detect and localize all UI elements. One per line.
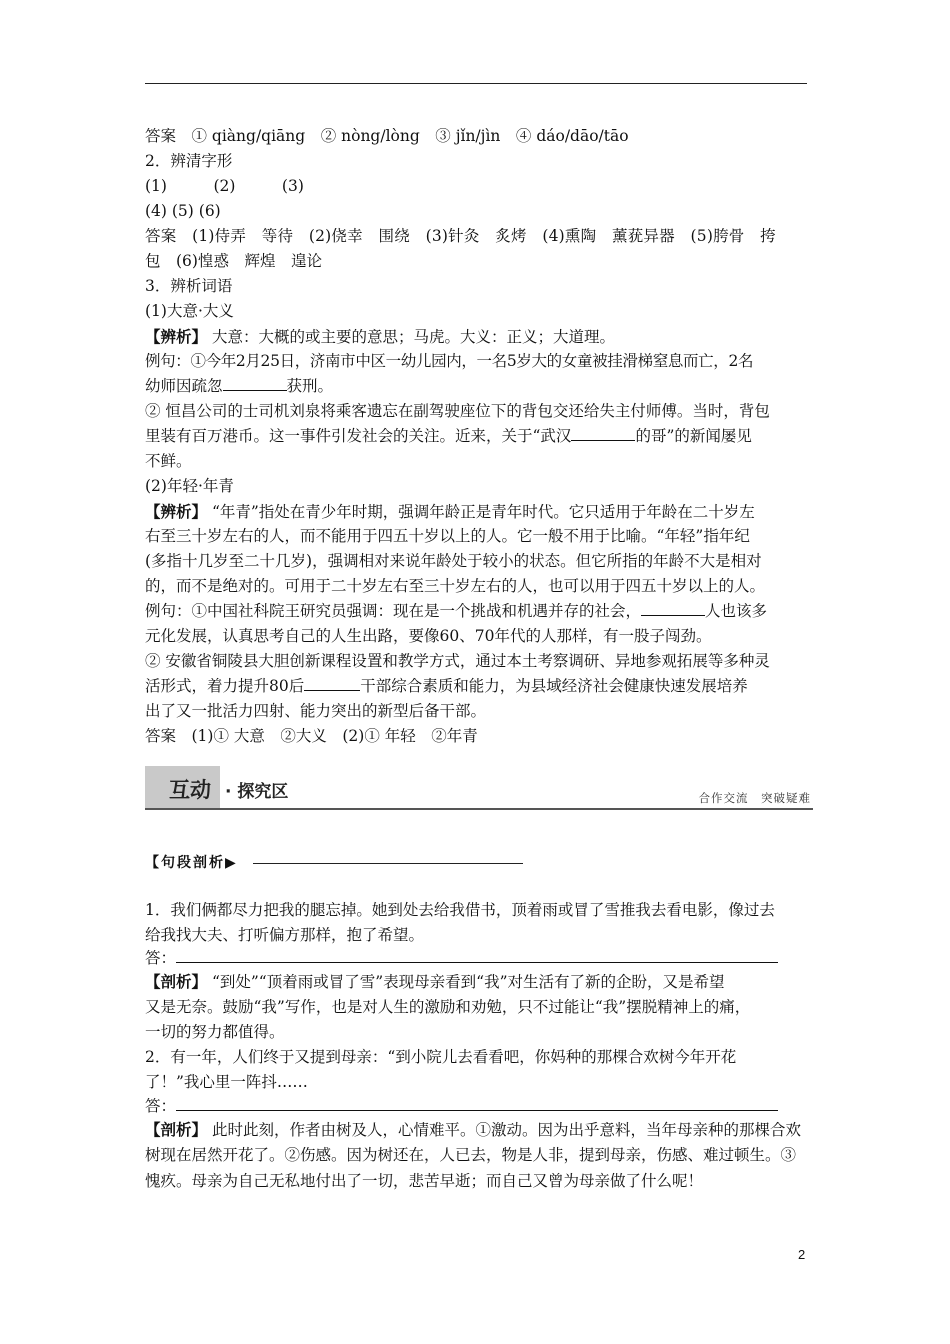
example-text: 干部综合素质和能力，为县域经济社会健康快速发展培养 (360, 677, 748, 695)
example-text: 的哥”的新闻屡见 (635, 427, 752, 445)
example-3-line2: 元化发展，认真思考自己的人生出路，要像60、70年代的人那样，有一股子闯劲。 (145, 627, 712, 645)
question-2-line1: 2．有一年，人们终于又提到母亲：“到小院儿去看看吧，你妈种的那棵合欢树今年开花 (145, 1048, 737, 1066)
commentary-text: “到处”“顶着雨或冒了雪”表现母亲看到“我”对生活有了新的企盼，又是希望 (211, 973, 725, 991)
answer-blank (176, 1098, 778, 1111)
banner-rule (145, 808, 813, 810)
example-text: 里装有百万港币。这一事件引发社会的关注。近来，关于“武汉 (145, 427, 572, 445)
analysis-2-line4: 的，而不是绝对的。可用于二十岁左右至三十岁左右的人，也可以用于四五十岁以上的人。 (145, 577, 766, 595)
item-numbers-1-3: (1) (2) (3) (145, 177, 304, 195)
example-3-line1 (145, 599, 810, 624)
example-text: 人也该多 (705, 602, 768, 620)
example-4-line1: ② 安徽省铜陵县大胆创新课程设置和教学方式，通过本土考察调研、异地参观拓展等多种灵 (145, 652, 770, 670)
commentary-1-line1 (145, 969, 810, 995)
word-pair-1-title: (1)大意·大义 (145, 302, 234, 320)
section-heading (145, 852, 238, 874)
answer-characters-cont: 包 (6)惶惑 辉煌 遑论 (145, 252, 322, 270)
heading-distinguish-words: 3．辨析词语 (145, 277, 233, 295)
answer-pinyin: 答案 ① qiàng/qiāng ② nòng/lòng ③ jǐn/jìn ④ dáo/dāo/tāo (145, 127, 629, 145)
question-1-line1: 1．我们俩都尽力把我的腿忘掉。她到处去给我借书，顶着雨或冒了雪推我去看电影，像过去 (145, 901, 775, 919)
example-2-line3: 不鲜。 (145, 452, 192, 470)
answer-label: 答： (145, 1097, 177, 1115)
example-4-line2 (145, 674, 810, 699)
answer-line-1 (145, 946, 810, 971)
example-1-line1: 例句：①今年2月25日，济南市中区一幼儿园内，一名5岁大的女童被挂滑梯窒息而亡，2名 (145, 352, 754, 370)
analysis-2-line3: (多指十几岁至二十几岁)，强调相对来说年龄处于较小的状态。但它所指的年龄不大是相对 (145, 552, 762, 570)
commentary-1-line3: 一切的努力都值得。 (145, 1023, 285, 1041)
word-pair-2-title: (2)年轻·年青 (145, 477, 234, 495)
item-numbers-4-6: (4) (5) (6) (145, 202, 221, 220)
answer-line-2 (145, 1094, 810, 1119)
example-1-line2 (145, 374, 810, 399)
example-text: 幼师因疏忽 (145, 377, 223, 395)
example-2-line1: ② 恒昌公司的士司机刘泉将乘客遗忘在副驾驶座位下的背包交还给失主付师傅。当时，背包 (145, 402, 770, 420)
commentary-text: 此时此刻，作者由树及人，心情难平。①激动。因为出乎意料，当年母亲种的那棵合欢 (211, 1121, 801, 1139)
example-4-line3: 出了又一批活力四射、能力突出的新型后备干部。 (145, 702, 487, 720)
commentary-2-line2: 树现在居然开花了。②伤感。因为树还在，人已去，物是人非，提到母亲，伤感、难过顿生。③ (145, 1146, 797, 1164)
banner-title: 互动 (169, 778, 211, 802)
fill-blank (304, 674, 360, 691)
analysis-1 (145, 324, 810, 350)
analysis-2-line1 (145, 499, 810, 525)
example-text: 获刑。 (286, 377, 334, 395)
analysis-tag: 【辨析】 (145, 502, 208, 521)
commentary-1-line2: 又是无奈。鼓励“我”写作，也是对人生的激励和劝勉，只不过能让“我”摆脱精神上的痛， (145, 998, 751, 1016)
example-text: 例句：①中国社科院王研究员强调：现在是一个挑战和机遇并存的社会， (145, 602, 642, 620)
question-1-line2: 给我找大夫、打听偏方那样，抱了希望。 (145, 926, 425, 944)
fill-blank (571, 424, 635, 441)
heading-distinguish-characters: 2．辨清字形 (145, 152, 233, 170)
analysis-text: “年青”指处在青少年时期，强调年龄正是青年时代。它只适用于年龄在二十岁左 (211, 503, 755, 521)
question-2-line2: 了！”我心里一阵抖…… (145, 1073, 308, 1091)
commentary-2-line1 (145, 1117, 810, 1143)
section-rule (253, 863, 523, 864)
fill-blank (641, 599, 705, 616)
section-label: 【句段剖析▶ (145, 855, 238, 871)
answer-characters: 答案 (1)侍弄 等待 (2)侥幸 围绕 (3)针灸 炙烤 (4)熏陶 薰莸异器 (5)胯骨 挎 (145, 227, 776, 245)
commentary-2-line3: 愧疚。母亲为自己无私地付出了一切，悲苦早逝；而自己又曾为母亲做了什么呢！ (145, 1172, 704, 1190)
answer-label: 答： (145, 949, 177, 967)
commentary-tag: 【剖析】 (145, 972, 208, 991)
answer-words: 答案 (1)① 大意 ②大义 (2)① 年轻 ②年青 (145, 727, 478, 745)
analysis-tag: 【辨析】 (145, 327, 208, 346)
banner-right-text: 合作交流 突破疑难 (698, 791, 811, 805)
banner-subtitle: · 探究区 (225, 782, 289, 802)
analysis-text: 大意：大概的或主要的意思；马虎。大义：正义；大道理。 (211, 328, 615, 346)
page-number: 2 (798, 1247, 806, 1262)
commentary-tag: 【剖析】 (145, 1120, 208, 1139)
section-banner (145, 766, 813, 812)
example-text: 活形式，着力提升80后 (145, 677, 305, 695)
example-2-line2 (145, 424, 810, 449)
fill-blank (223, 374, 287, 391)
analysis-2-line2: 右至三十岁左右的人，而不能用于四五十岁以上的人。它一般不用于比喻。“年轻”指年纪 (145, 527, 750, 545)
header-rule (145, 83, 807, 84)
answer-blank (176, 950, 778, 963)
